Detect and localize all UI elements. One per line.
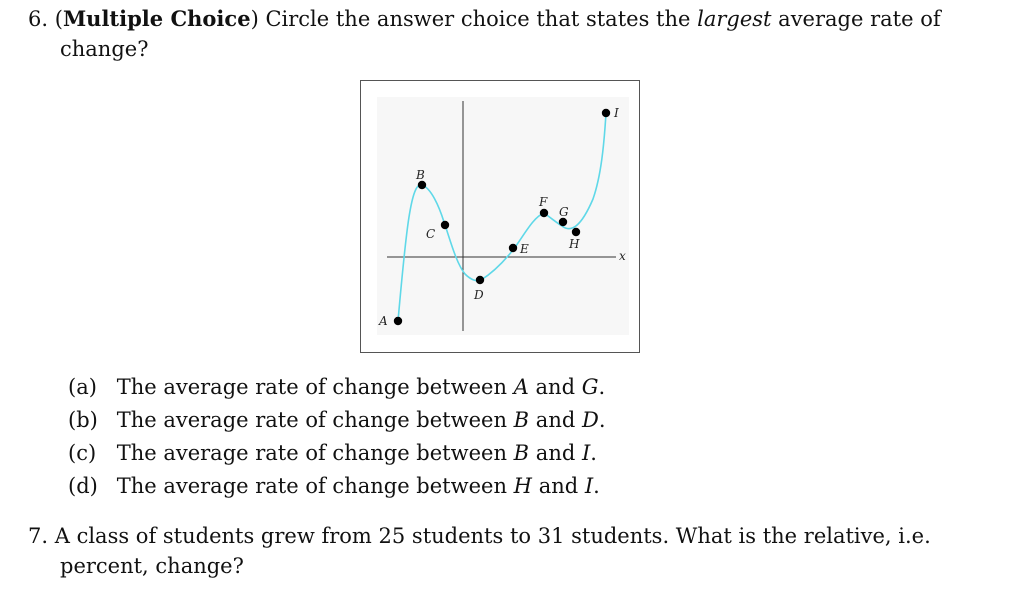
point-f-marker (540, 209, 548, 217)
question-6-continuation: change? (60, 37, 149, 61)
choice-d-point-1: H (513, 474, 532, 498)
choice-c-text: The average rate of change between (116, 441, 507, 465)
choice-b-conj: and (535, 408, 576, 432)
question-7-number: 7. (28, 524, 49, 548)
choice-c-point-2: I (581, 441, 591, 465)
graph-figure (360, 80, 640, 353)
choice-d (68, 473, 600, 499)
question-6-number: 6. (28, 7, 49, 31)
choice-a-point-1: A (513, 375, 529, 399)
choice-b-label: (b) (68, 408, 98, 432)
choice-c-label: (c) (68, 441, 97, 465)
point-g-label: G (559, 205, 569, 219)
choice-a (68, 374, 605, 400)
graph-background (377, 97, 629, 335)
question-7-continuation: percent, change? (60, 554, 244, 578)
point-h-label: H (569, 237, 580, 251)
choice-b-text: The average rate of change between (116, 408, 507, 432)
point-b-label: B (416, 168, 425, 182)
choice-b (68, 407, 606, 433)
point-c-label: C (426, 227, 436, 241)
choice-a-label: (a) (68, 375, 97, 399)
point-d-marker (476, 276, 484, 284)
point-i-label: I (614, 106, 619, 120)
choice-a-end: . (598, 375, 606, 399)
question-6-close-paren: ) (250, 7, 259, 31)
point-h-marker (572, 228, 580, 236)
question-6-text-after: average rate of (778, 7, 941, 31)
choice-d-end: . (593, 474, 600, 498)
choice-b-end: . (598, 408, 606, 432)
choice-a-conj: and (535, 375, 576, 399)
choice-c-conj: and (535, 441, 576, 465)
point-a-marker (394, 317, 402, 325)
question-6-type: Multiple Choice (62, 6, 251, 31)
choice-d-text: The average rate of change between (116, 474, 507, 498)
point-d-label: D (474, 288, 484, 302)
question-7-text (28, 523, 931, 549)
choice-a-point-2: G (581, 375, 599, 399)
choice-d-point-2: I (584, 474, 594, 498)
choice-c-point-1: B (513, 441, 530, 465)
choice-a-text: The average rate of change between (116, 375, 507, 399)
x-axis-label: x (619, 249, 626, 263)
point-i-marker (602, 109, 610, 117)
question-6-text-before: Circle the answer choice that states the (265, 7, 691, 31)
question-6-open-paren: ( (54, 7, 63, 31)
point-e-label: E (520, 242, 529, 256)
question-7-body: A class of students grew from 25 students to 31 students. What is the relative, i.e. (54, 524, 931, 548)
graph-svg (361, 81, 639, 352)
question-6-text (28, 6, 941, 32)
choice-b-point-2: D (581, 408, 599, 432)
point-a-label: A (379, 314, 388, 328)
question-6-emphasis: largest (697, 7, 772, 31)
choice-b-point-1: B (513, 408, 530, 432)
point-f-label: F (539, 195, 548, 209)
point-e-marker (509, 244, 517, 252)
point-b-marker (418, 181, 426, 189)
choice-c-end: . (590, 441, 597, 465)
choice-d-conj: and (538, 474, 579, 498)
point-g-marker (559, 218, 567, 226)
choice-c (68, 440, 597, 466)
choice-d-label: (d) (68, 474, 98, 498)
point-c-marker (441, 221, 449, 229)
